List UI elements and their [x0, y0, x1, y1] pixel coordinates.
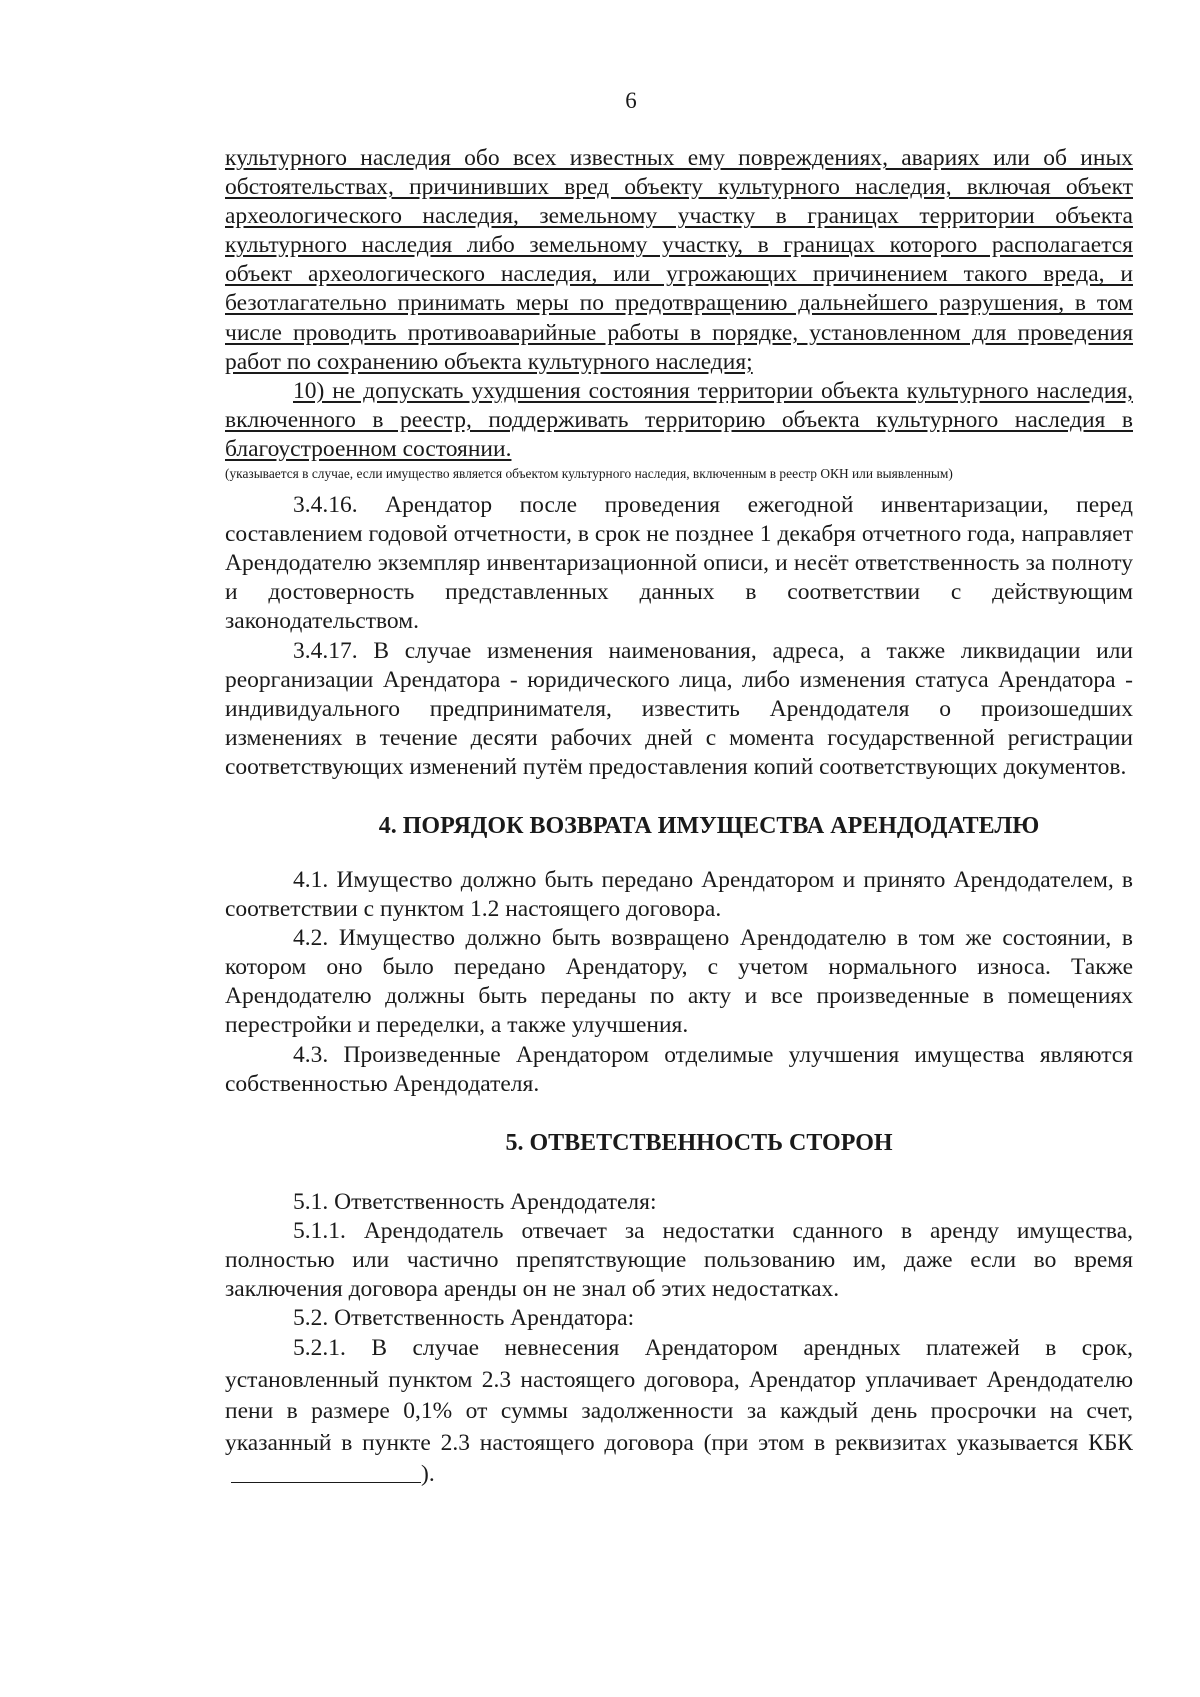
paragraph-5-1-1: 5.1.1. Арендодатель отвечает за недостатки сданного в аренду имущества, полностью или частично препятствующие пользованию им, даже если во время заключения договора аренды он не знал об этих недостатках. — [225, 1217, 1133, 1302]
paragraph-5-2-1-text: 5.2.1. В случае невнесения Арендатором арендных платежей в срок, установленный пунктом 2.3 настоящего договора, Арендатор уплачивает Арендодателю пени в размере 0,1% от суммы задолженности за каждый день просрочки на счет, указанный в пункте 2.3 настоящего договора (при этом в реквизитах указывается КБК — [225, 1335, 1133, 1456]
paragraph-4-1: 4.1. Имущество должно быть передано Арендатором и принято Арендодателем, в соответствии с пунктом 1.2 настоящего договора. — [225, 866, 1133, 923]
paragraph-5-2-1-end: ). — [421, 1461, 435, 1488]
paragraph-3-4-17: 3.4.17. В случае изменения наименования, адреса, а также ликвидации или реорганизации Арендатора - юридического лица, либо изменения статуса Арендатора - индивидуального предпринимателя, известить Арендодателя о произошедших изменениях в течение десяти рабочих дней с момента государственной регистрации соответствующих изменений путём предоставления копий соответствующих документов. — [225, 637, 1133, 780]
kbk-blank-field — [231, 1462, 421, 1483]
paragraph-cultural-heritage-continued: культурного наследия обо всех известных ему повреждениях, авариях или об иных обстоятельствах, причинивших вред объекту культурного наследия, включая объект археологического наследия, земельному участку в границах территории объекта культурного наследия либо земельному участку, в границах которого располагается объект археологического наследия, или угрожающих причинением такого вреда, и безотлагательно принимать меры по предотвращению дальнейшего разрушения, в том числе проводить противоаварийные работы в порядке, установленном для проведения работ по сохранению объекта культурного наследия; — [225, 145, 1133, 375]
paragraph-5-1: 5.1. Ответственность Арендодателя: — [293, 1188, 657, 1215]
section-heading-4: 4. ПОРЯДОК ВОЗВРАТА ИМУЩЕСТВА АРЕНДОДАТЕЛЮ — [378, 812, 1040, 839]
page-number: 6 — [625, 88, 637, 113]
paragraph-5-2: 5.2. Ответственность Арендатора: — [293, 1305, 635, 1332]
paragraph-4-3: 4.3. Произведенные Арендатором отделимые улучшения имущества являются собственностью Арендодателя. — [225, 1041, 1133, 1097]
paragraph-item-10: 10) не допускать ухудшения состояния территории объекта культурного наследия, включенного в реестр, поддерживать территорию объекта культурного наследия в благоустроенном состоянии. — [225, 377, 1133, 462]
paragraph-5-2-1 — [225, 1333, 1133, 1491]
footnote-note: (указывается в случае, если имущество является объектом культурного наследия, включенным в реестр ОКН или выявленным) — [225, 466, 953, 482]
paragraph-3-4-16: 3.4.16. Арендатор после проведения ежегодной инвентаризации, перед составлением годовой отчетности, в срок не позднее 1 декабря отчетного года, направляет Арендодателю экземпляр инвентаризационной описи, и несёт ответственность за полноту и достоверность представленных данных в соответствии с действующим законодательством. — [225, 492, 1133, 635]
paragraph-4-2: 4.2. Имущество должно быть возвращено Арендодателю в том же состоянии, в котором оно было передано Арендатору, с учетом нормального износа. Также Арендодателю должны быть переданы по акту и все произведенные в помещениях перестройки и переделки, а также улучшения. — [225, 925, 1133, 1039]
document-body — [225, 144, 1133, 1491]
section-heading-5: 5. ОТВЕТСТВЕННОСТЬ СТОРОН — [505, 1129, 893, 1156]
